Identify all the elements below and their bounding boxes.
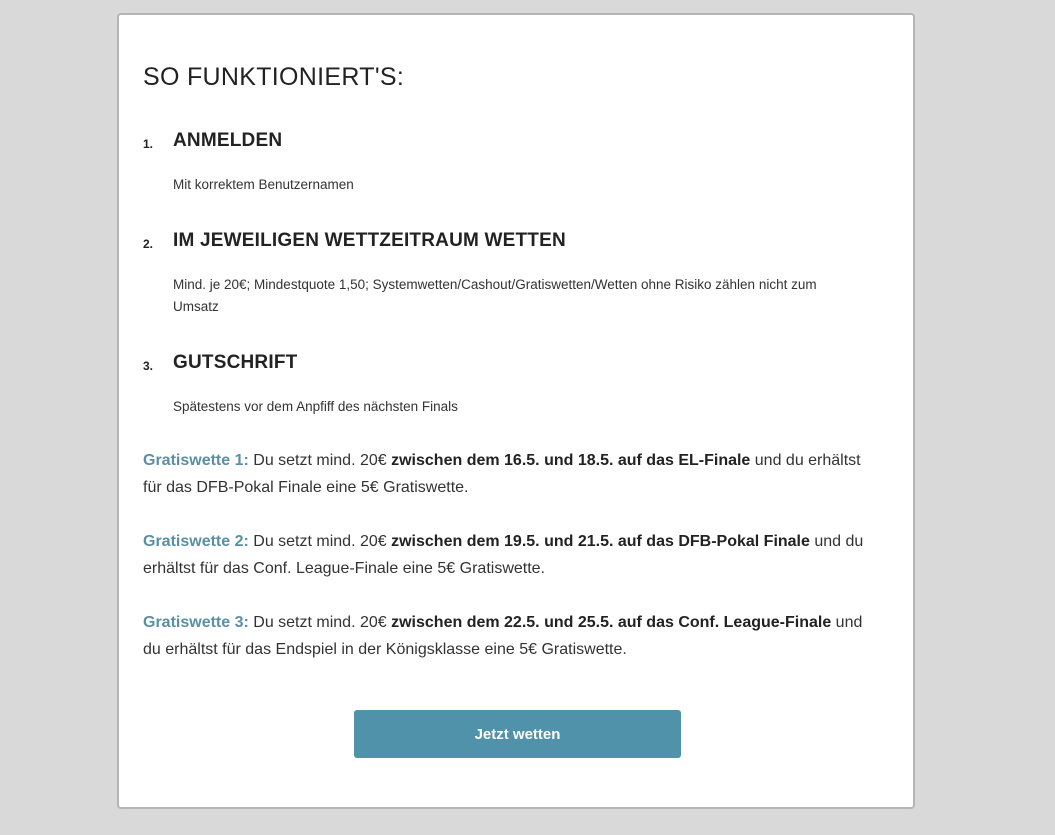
promo-bold-text: zwischen dem 22.5. und 25.5. auf das Conf. League-Finale [391,614,832,631]
promo-text-before: Du setzt mind. 20€ [248,614,392,631]
step-description: Mit korrektem Benutzernamen [173,177,354,192]
promo-label: Gratiswette 2: [143,533,249,550]
step-title: GUTSCHRIFT [173,352,298,373]
promo-gratiswette-2 [143,528,883,582]
promo-text-after: und du erhältst für das Conf. League-Finale eine 5€ Gratiswette. [143,533,864,577]
promo-label: Gratiswette 3: [143,614,249,631]
promo-text-after: und du erhältst für das Endspiel in der Königsklasse eine 5€ Gratiswette. [143,614,863,658]
step-title: ANMELDEN [173,130,283,151]
promo-text-before: Du setzt mind. 20€ [248,533,392,550]
promo-text-after: und du erhältst für das DFB-Pokal Finale eine 5€ Gratiswette. [143,452,861,496]
step-title: IM JEWEILIGEN WETTZEITRAUM WETTEN [173,230,566,251]
promo-label: Gratiswette 1: [143,452,249,469]
step-number: 3. [143,359,154,373]
page-title: SO FUNKTIONIERT'S: [143,63,405,91]
promo-gratiswette-3 [143,609,883,663]
promo-bold-text: zwischen dem 19.5. und 21.5. auf das DFB-Pokal Finale [391,533,810,550]
promo-gratiswette-1 [143,447,883,501]
step-number: 2. [143,237,154,251]
promo-text-before: Du setzt mind. 20€ [248,452,392,469]
jetzt-wetten-button[interactable]: Jetzt wetten [354,710,681,758]
step-number: 1. [143,137,154,151]
step-description: Spätestens vor dem Anpfiff des nächsten Finals [173,399,458,414]
step-description: Mind. je 20€; Mindestquote 1,50; Systemwetten/Cashout/Gratiswetten/Wetten ohne Risiko zählen nicht zum Umsatz [173,277,817,314]
promo-bold-text: zwischen dem 16.5. und 18.5. auf das EL-Finale [391,452,751,469]
how-it-works-card [117,13,915,809]
